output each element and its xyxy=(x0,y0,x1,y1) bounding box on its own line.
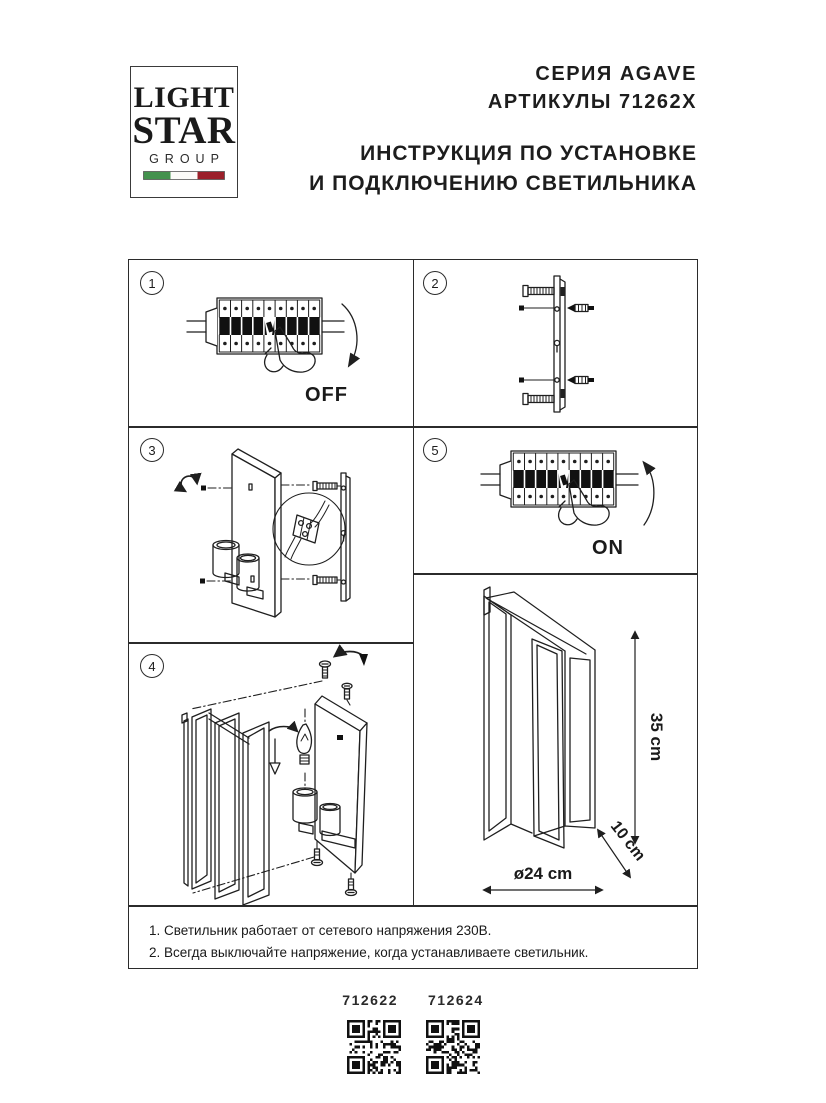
italian-flag-bar xyxy=(143,171,225,180)
step-2-panel xyxy=(414,260,697,426)
note-line-1: 1. Светильник работает от сетевого напряжения 230В. xyxy=(149,923,492,938)
dim-height-label: 35 cm xyxy=(647,712,666,762)
product-code-2: 712624 xyxy=(428,992,484,1008)
instruction-title-line2: И ПОДКЛЮЧЕНИЮ СВЕТИЛЬНИКА xyxy=(309,172,697,195)
step-1-badge: 1 xyxy=(140,271,164,295)
safety-notes xyxy=(129,907,697,964)
logo-word-group: GROUP xyxy=(149,151,225,166)
step-4-drawing-assembly xyxy=(129,643,413,905)
articles-title: АРТИКУЛЫ 71262X xyxy=(487,91,697,113)
product-drawing xyxy=(414,574,697,905)
product-code-1: 712622 xyxy=(342,992,398,1008)
step-3-badge: 3 xyxy=(140,438,164,462)
step-5-panel xyxy=(414,427,697,573)
logo-word-star: STAR xyxy=(132,108,236,152)
steps-grid xyxy=(128,259,698,969)
product-codes xyxy=(0,992,826,1008)
step-5-drawing-breaker-on xyxy=(414,427,697,573)
qr-code-712624 xyxy=(426,1020,480,1074)
step-2-badge: 2 xyxy=(423,271,447,295)
step-4-badge: 4 xyxy=(140,654,164,678)
lightstar-logo xyxy=(130,66,238,198)
step-5-badge: 5 xyxy=(423,438,447,462)
step-2-drawing-bracket xyxy=(414,260,697,426)
off-label: OFF xyxy=(305,384,348,406)
step-4-panel xyxy=(129,643,413,905)
note-line-2: 2. Всегда выключайте напряжение, когда устанавливаете светильник. xyxy=(149,945,589,960)
qr-code-712622 xyxy=(347,1020,401,1074)
qr-codes xyxy=(0,1020,826,1074)
instruction-title-line1: ИНСТРУКЦИЯ ПО УСТАНОВКЕ xyxy=(360,142,697,165)
logo-word-light: LIGHT xyxy=(133,81,235,115)
series-title: СЕРИЯ AGAVE xyxy=(535,63,697,85)
product-view-panel xyxy=(414,574,697,905)
dim-depth-label: 10 cm xyxy=(606,818,649,865)
step-1-drawing-breaker-off xyxy=(129,260,413,426)
on-label: ON xyxy=(592,537,624,559)
step-1-panel xyxy=(129,260,413,426)
step-3-panel xyxy=(129,427,413,642)
dim-width-label: ø24 cm xyxy=(513,864,573,883)
step-3-drawing-mounting xyxy=(129,427,413,642)
